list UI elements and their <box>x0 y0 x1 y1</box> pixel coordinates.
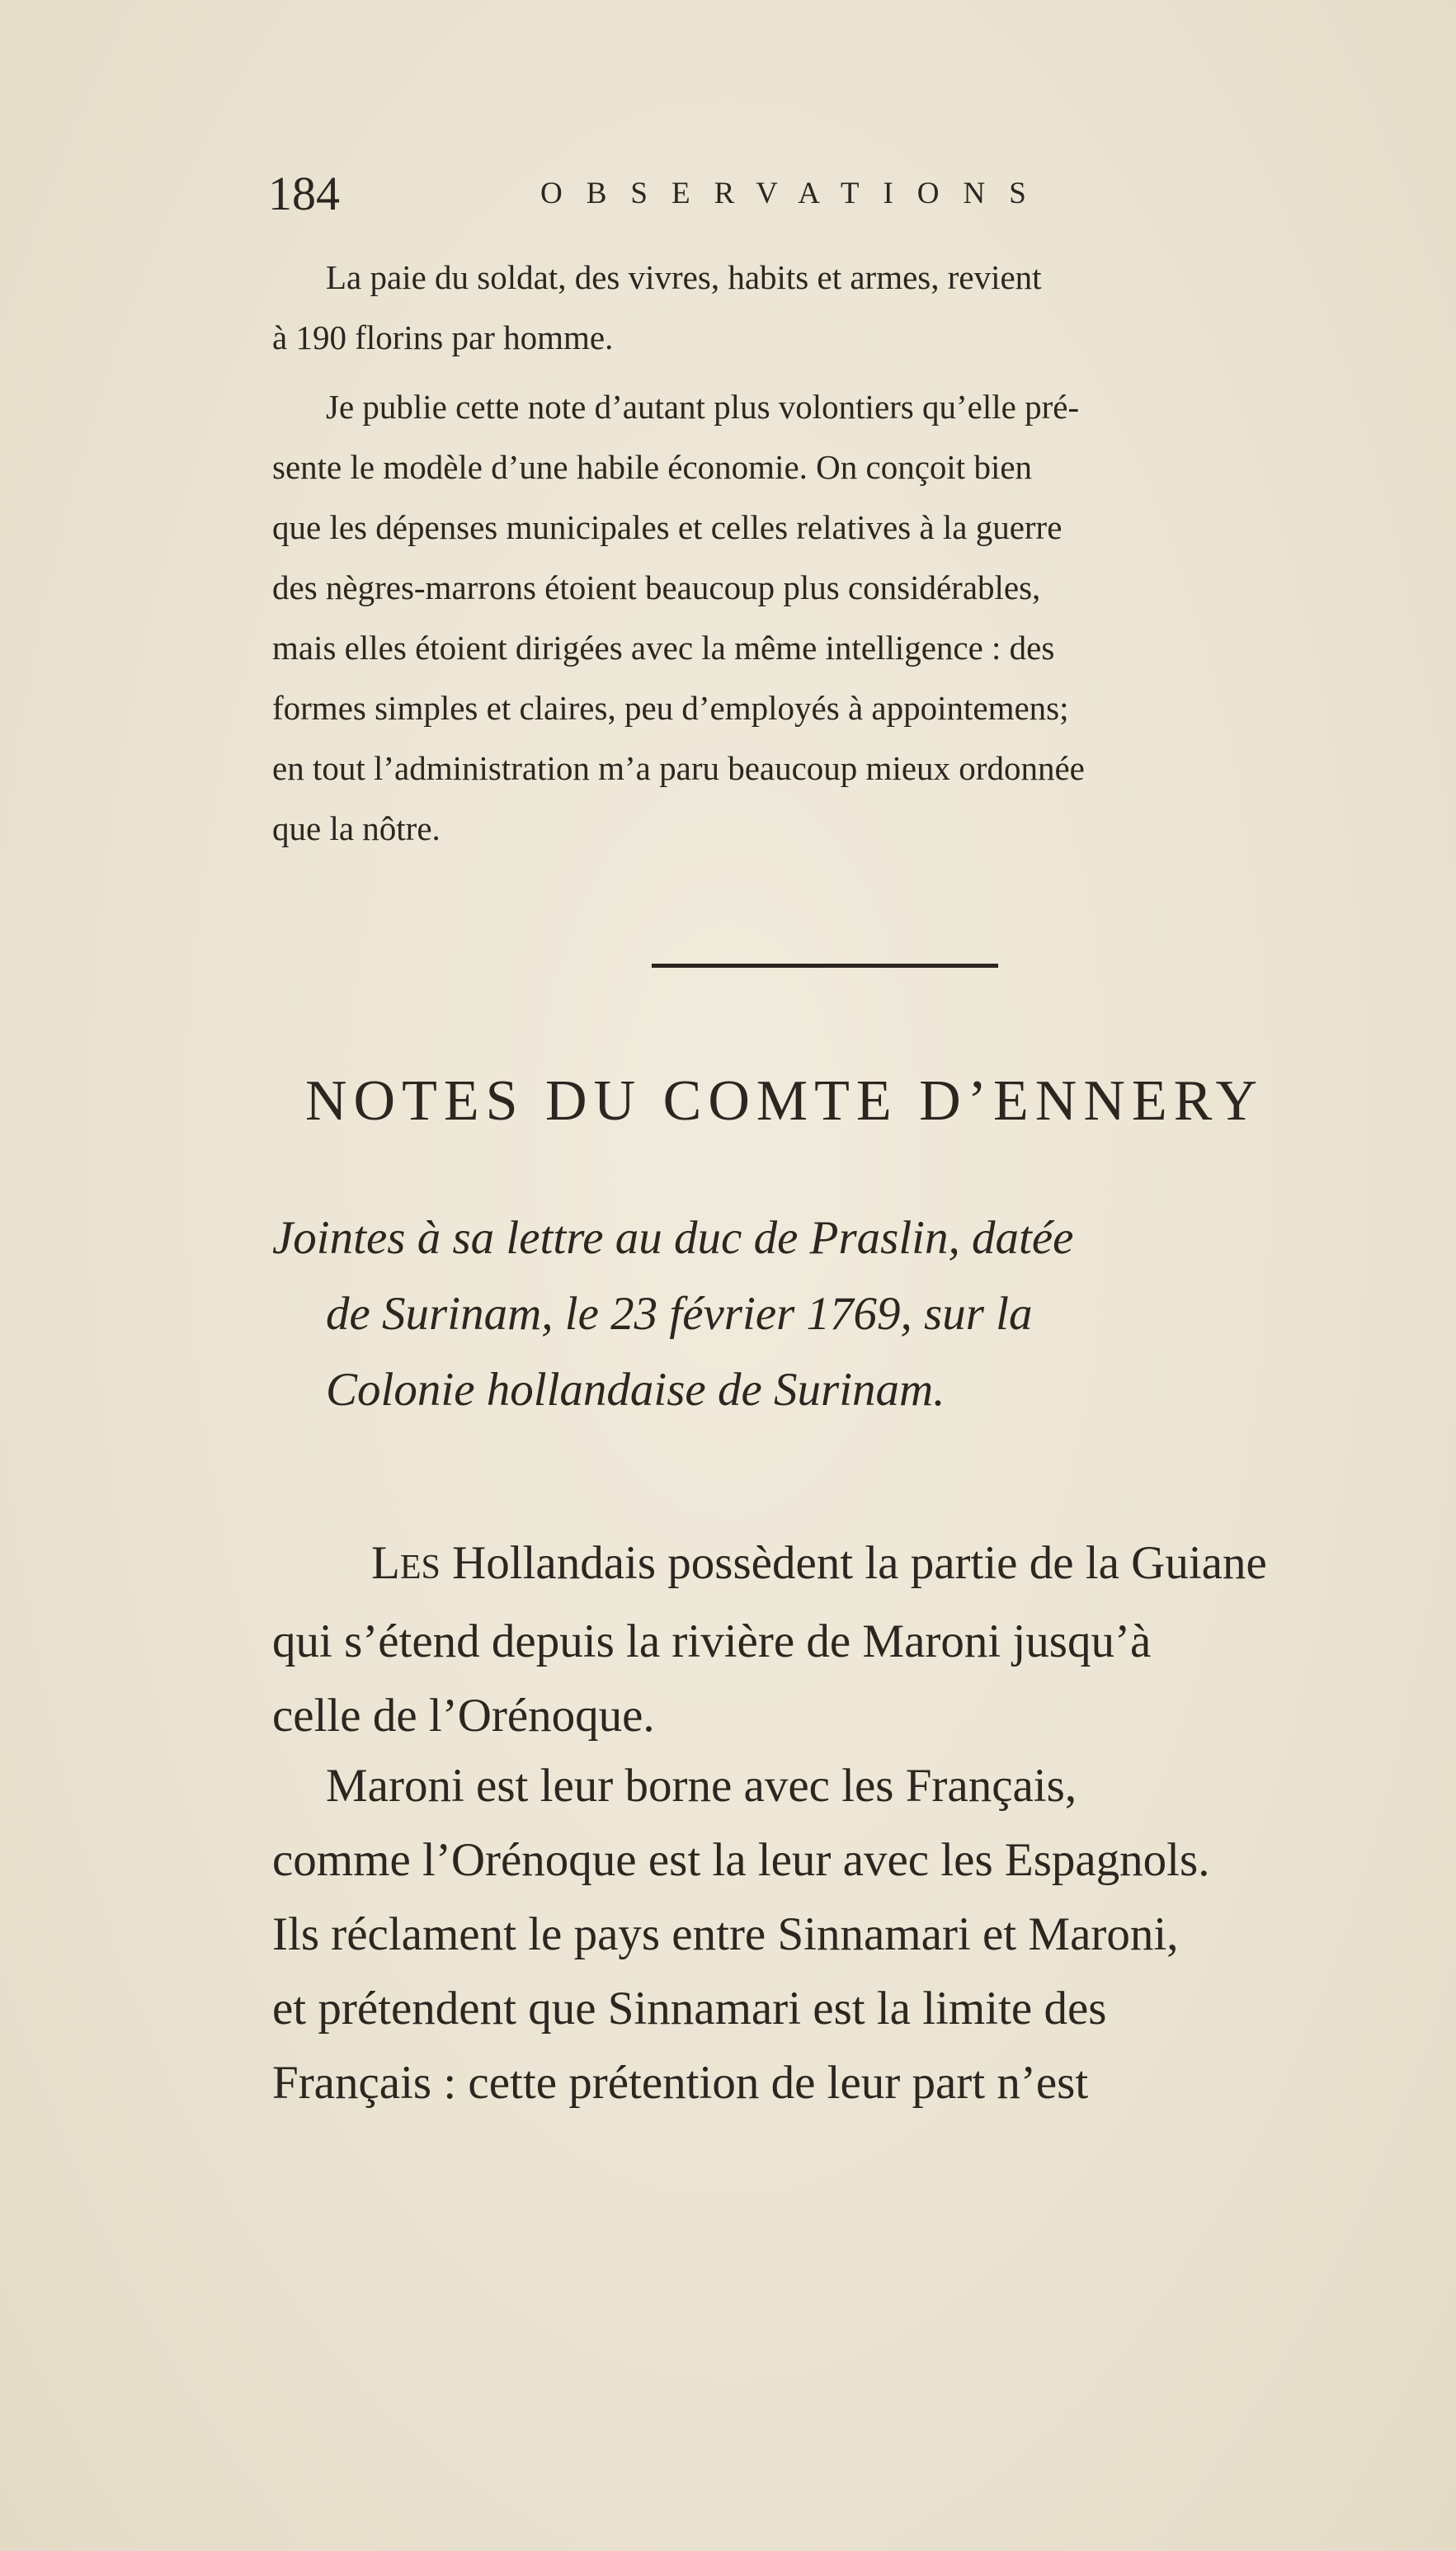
text-run: Hollandais possèdent la partie de la Guiane <box>440 1537 1267 1589</box>
section-separator-rule <box>652 964 998 968</box>
page-number: 184 <box>268 167 340 220</box>
paragraph-maroni-border <box>272 1749 1409 2120</box>
text-line: et prétendent que Sinnamari est la limite des <box>272 1983 1107 2035</box>
page-header <box>268 161 1411 227</box>
section-subtitle <box>272 1200 1409 1428</box>
text-line: mais elles étoient dirigées avec la même intelligence : des <box>272 629 1055 667</box>
text-line: qui s’étend depuis la rivière de Maroni jusqu’à <box>272 1615 1152 1667</box>
text-line: que les dépenses municipales et celles relatives à la guerre <box>272 508 1063 546</box>
text-line: celle de l’Orénoque. <box>272 1690 655 1742</box>
text-line: Je publie cette note d’autant plus volontiers qu’elle pré- <box>326 388 1080 426</box>
section-title: NOTES DU COMTE D’ENNERY <box>305 1069 1265 1133</box>
text-line <box>272 1526 1409 1605</box>
drop-cap: L <box>371 1537 400 1589</box>
text-line: Ils réclament le pays entre Sinnamari et Maroni, <box>272 1908 1179 1960</box>
running-head: OBSERVATIONS <box>540 177 1050 210</box>
subtitle-line: Colonie hollandaise de Surinam. <box>326 1364 945 1416</box>
text-line: Français : cette prétention de leur part n’est <box>272 2057 1089 2109</box>
text-line: comme l’Orénoque est la leur avec les Espagnols. <box>272 1834 1210 1886</box>
text-line: que la nôtre. <box>272 809 441 847</box>
text-line: en tout l’administration m’a paru beaucoup mieux ordonnée <box>272 749 1085 787</box>
text-line: des nègres-marrons étoient beaucoup plus considérables, <box>272 568 1041 606</box>
text-line: sente le modèle d’une habile économie. On conçoit bien <box>272 448 1033 486</box>
text-line: Maroni est leur borne avec les Français, <box>326 1760 1077 1812</box>
paragraph-soldier-pay <box>272 248 1409 368</box>
small-caps: ES <box>399 1549 441 1587</box>
text-line: à 190 florins par homme. <box>272 318 614 356</box>
subtitle-line: de Surinam, le 23 février 1769, sur la <box>326 1288 1033 1340</box>
subtitle-line: Jointes à sa lettre au duc de Praslin, datée <box>272 1212 1074 1264</box>
text-line: La paie du soldat, des vivres, habits et armes, revient <box>326 258 1042 296</box>
paragraph-economy-note <box>272 377 1409 859</box>
text-line: formes simples et claires, peu d’employés à appointemens; <box>272 689 1069 727</box>
paragraph-dutch-guiana <box>272 1526 1409 1753</box>
